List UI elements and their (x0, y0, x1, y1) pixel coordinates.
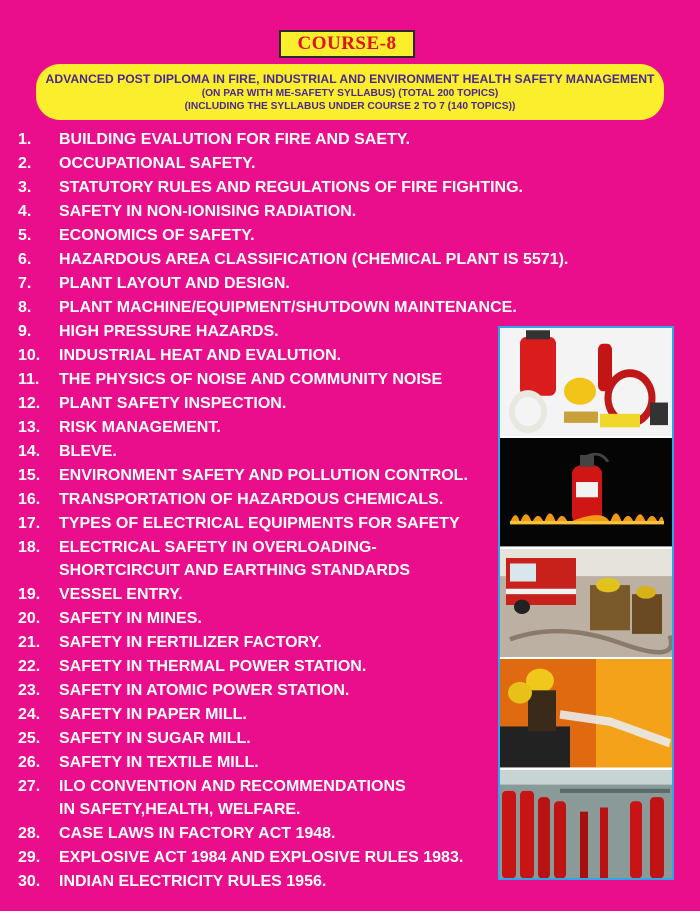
list-item-text: THE PHYSICS OF NOISE AND COMMUNITY NOISE (59, 371, 443, 388)
list-item-text: SAFETY IN PAPER MILL. (59, 706, 247, 723)
list-item-number: 25. (18, 730, 41, 747)
list-item-text: SAFETY IN ATOMIC POWER STATION. (59, 682, 350, 699)
course-subtitle-line1: ADVANCED POST DIPLOMA IN FIRE, INDUSTRIAL AND ENVIRONMENT HEALTH SAFETY MANAGEMENT (45, 71, 655, 86)
list-item-number: 13. (18, 419, 41, 436)
list-item-text-continued: SHORTCIRCUIT AND EARTHING STANDARDS (59, 562, 411, 579)
list-item-number: 12. (18, 395, 41, 412)
list-item-text: HAZARDOUS AREA CLASSIFICATION (CHEMICAL PLANT IS 5571). (59, 251, 569, 268)
list-item-number: 22. (18, 658, 41, 675)
list-item-text: PLANT MACHINE/EQUIPMENT/SHUTDOWN MAINTENANCE. (59, 299, 517, 316)
list-item-text: ILO CONVENTION AND RECOMMENDATIONS (59, 778, 406, 795)
list-item-number: 11. (18, 371, 40, 388)
list-item-number: 6. (18, 251, 32, 268)
list-item-text: VESSEL ENTRY. (59, 586, 183, 603)
list-item-text: BLEVE. (59, 443, 117, 460)
list-item-number: 4. (18, 203, 32, 220)
list-item-number: 2. (18, 155, 32, 172)
list-item-text: CASE LAWS IN FACTORY ACT 1948. (59, 825, 336, 842)
list-item-text: EXPLOSIVE ACT 1984 AND EXPLOSIVE RULES 1983. (59, 849, 464, 866)
list-item-text: INDUSTRIAL HEAT AND EVALUTION. (59, 347, 342, 364)
course-subtitle-line2: (ON PAR WITH ME-SAFETY SYLLABUS) (TOTAL 200 TOPICS) (201, 87, 499, 99)
list-item-text: TYPES OF ELECTRICAL EQUIPMENTS FOR SAFETY (59, 515, 460, 532)
list-item-text: RISK MANAGEMENT. (59, 419, 221, 436)
fire-truck-firefighter-photo (500, 549, 672, 659)
list-item-number: 10. (18, 347, 41, 364)
list-item-text: BUILDING EVALUTION FOR FIRE AND SAETY. (59, 131, 411, 148)
list-item-number: 3. (18, 179, 32, 196)
list-item-text: SAFETY IN NON-IONISING RADIATION. (59, 203, 357, 220)
list-item-number: 30. (18, 873, 41, 890)
list-item-number: 20. (18, 610, 41, 627)
list-item-text: PLANT SAFETY INSPECTION. (59, 395, 287, 412)
list-item-text: SAFETY IN MINES. (59, 610, 202, 627)
list-item-number: 7. (18, 275, 32, 292)
firefighters-hose-photo (500, 659, 672, 769)
course-title: COURSE-8 (279, 30, 415, 58)
list-item-number: 14. (18, 443, 41, 460)
list-item-number: 1. (18, 131, 32, 148)
list-item-number: 21. (18, 634, 41, 651)
list-item-text: TRANSPORTATION OF HAZARDOUS CHEMICALS. (59, 491, 444, 508)
list-item-number: 18. (18, 539, 41, 556)
list-item-number: 19. (18, 586, 41, 603)
course-subtitle-box (36, 64, 664, 120)
list-item-number: 5. (18, 227, 32, 244)
list-item-number: 8. (18, 299, 32, 316)
list-item-text: HIGH PRESSURE HAZARDS. (59, 323, 279, 340)
list-item-text: OCCUPATIONAL SAFETY. (59, 155, 256, 172)
list-item-text: ECONOMICS OF SAFETY. (59, 227, 255, 244)
list-item-number: 17. (18, 515, 41, 532)
course-subtitle-line3: (INCLUDING THE SYLLABUS UNDER COURSE 2 TO 7 (140 TOPICS)) (184, 100, 516, 112)
list-item-text: SAFETY IN SUGAR MILL. (59, 730, 251, 747)
list-item-text: ENVIRONMENT SAFETY AND POLLUTION CONTROL. (59, 467, 468, 484)
list-item-number: 28. (18, 825, 41, 842)
list-item-number: 15. (18, 467, 41, 484)
photo-strip (498, 326, 674, 880)
list-item-text: PLANT LAYOUT AND DESIGN. (59, 275, 290, 292)
list-item-number: 26. (18, 754, 41, 771)
list-item-text: INDIAN ELECTRICITY RULES 1956. (59, 873, 327, 890)
list-item-number: 23. (18, 682, 41, 699)
list-item-text: SAFETY IN TEXTILE MILL. (59, 754, 259, 771)
fire-extinguisher-flames-photo (500, 438, 672, 548)
list-item-number: 29. (18, 849, 41, 866)
list-item-text: ELECTRICAL SAFETY IN OVERLOADING- (59, 539, 377, 556)
list-item-number: 24. (18, 706, 41, 723)
fire-equipment-photo (500, 328, 672, 438)
list-item-number: 27. (18, 778, 41, 795)
fire-suppression-cylinders-photo (500, 770, 672, 878)
list-item-text: STATUTORY RULES AND REGULATIONS OF FIRE FIGHTING. (59, 179, 523, 196)
list-item-number: 16. (18, 491, 41, 508)
list-item-text-continued: IN SAFETY,HEALTH, WELFARE. (59, 801, 301, 818)
list-item-text: SAFETY IN THERMAL POWER STATION. (59, 658, 367, 675)
list-item-number: 9. (18, 323, 32, 340)
list-item-text: SAFETY IN FERTILIZER FACTORY. (59, 634, 322, 651)
